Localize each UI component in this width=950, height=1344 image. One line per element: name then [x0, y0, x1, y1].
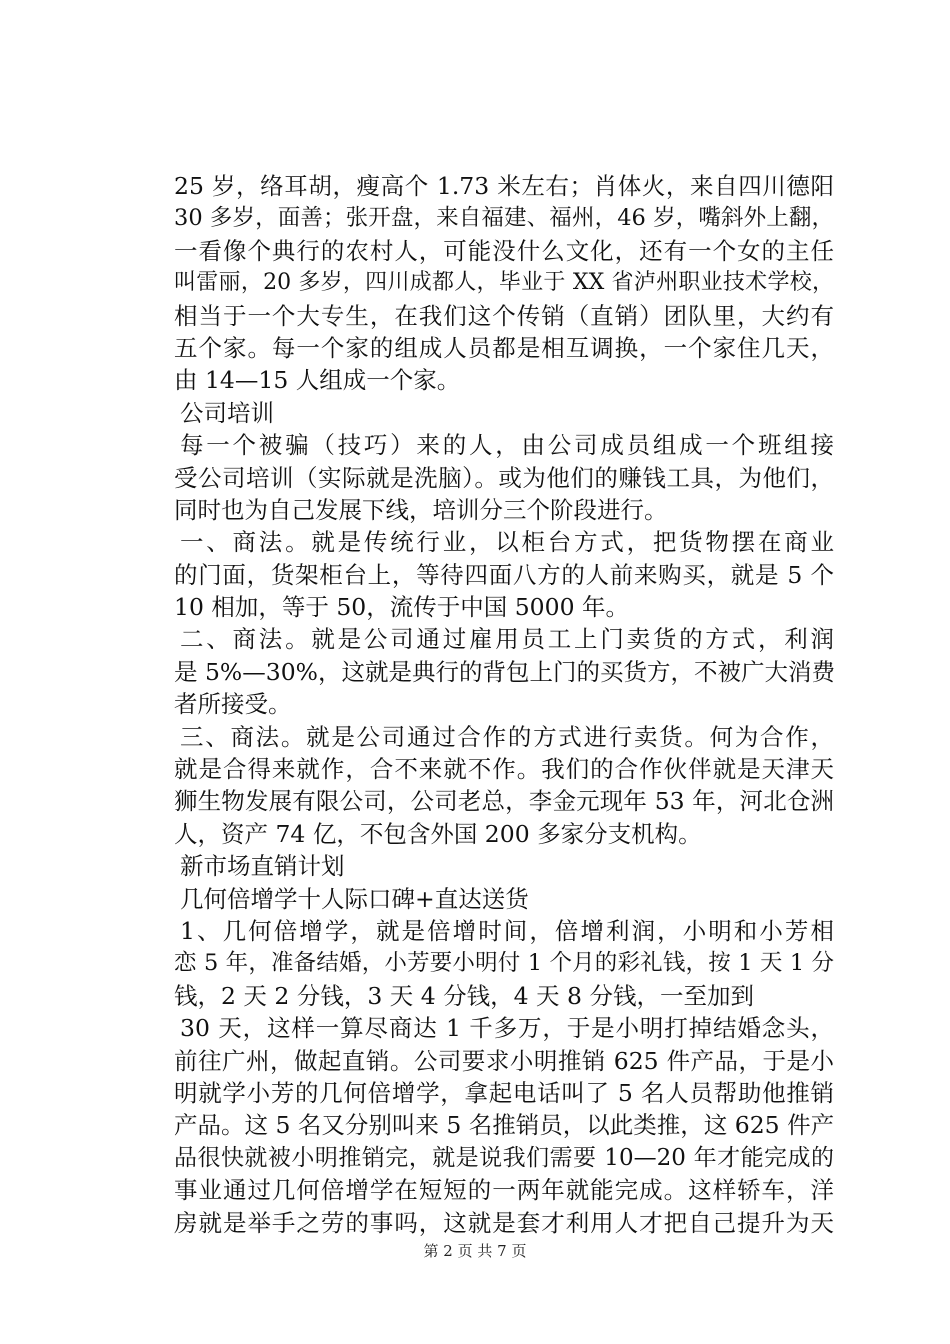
- text-line: 者所接受。: [174, 690, 292, 719]
- text-line: 30 多岁，面善；张开盘，来自福建、福州，46 岁，嘴斜外上翻，: [174, 205, 834, 232]
- text-line: 前往广州，做起直销。公司要求小明推销 625 件产品，于是小: [174, 1046, 834, 1075]
- text-line: 三、商法。就是公司通过合作的方式进行卖货。何为合作，: [180, 722, 834, 751]
- text-line: 同时也为自己发展下线，培训分三个阶段进行。: [174, 495, 668, 524]
- text-line: 狮生物发展有限公司，公司老总，李金元现年 53 年，河北仓洲: [174, 787, 834, 816]
- text-line: 公司培训: [180, 398, 274, 427]
- text-line: 就是合得来就作，合不来就不作。我们的合作伙伴就是天津天: [174, 755, 834, 784]
- text-line: 受公司培训（实际就是洗脑）。或为他们的赚钱工具，为他们，: [174, 463, 834, 492]
- text-line: 10 相加，等于 50，流传于中国 5000 年。: [174, 593, 629, 622]
- text-line: 产品。这 5 名又分别叫来 5 名推销员，以此类推，这 625 件产: [174, 1111, 835, 1140]
- text-line: 叫雷丽，20 多岁，四川成都人，毕业于 XX 省泸州职业技术学校，: [174, 270, 834, 296]
- text-line: 一、商法。就是传统行业，以柜台方式，把货物摆在商业: [180, 528, 834, 557]
- document-body: [174, 170, 834, 1239]
- text-line: 由 14—15 人组成一个家。: [174, 366, 461, 395]
- text-line: 相当于一个大专生，在我们这个传销（直销）团队里，大约有: [174, 301, 834, 330]
- text-line: 明就学小芳的几何倍增学，拿起电话叫了 5 名人员帮助他推销: [174, 1078, 834, 1107]
- text-line: 是 5%—30%，这就是典行的背包上门的买货方，不被广大消费: [174, 657, 835, 686]
- page-footer: 第 2 页 共 7 页: [423, 1242, 527, 1260]
- text-line: 品很快就被小明推销完，就是说我们需要 10—20 年才能完成的: [174, 1144, 834, 1171]
- text-line: 人，资产 74 亿，不包含外国 200 多家分支机构。: [174, 819, 702, 848]
- text-line: 钱，2 天 2 分钱，3 天 4 分钱，4 天 8 分钱，一至加到: [174, 981, 754, 1010]
- text-line: 30 天，这样一算尽商达 1 千多万，于是小明打掉结婚念头，: [180, 1014, 834, 1043]
- text-line: 房就是举手之劳的事吗，这就是套才利用人才把自己提升为天: [174, 1208, 834, 1237]
- text-line: 二、商法。就是公司通过雇用员工上门卖货的方式，利润: [180, 625, 834, 654]
- text-line: 每一个被骗（技巧）来的人，由公司成员组成一个班组接: [180, 431, 834, 460]
- text-line: 的门面，货架柜台上，等待四面八方的人前来购买，就是 5 个: [174, 560, 834, 589]
- text-line: 25 岁，络耳胡，瘦高个 1.73 米左右；肖体火，来自四川德阳: [174, 172, 834, 200]
- text-line: 事业通过几何倍增学在短短的一两年就能完成。这样轿车，洋: [174, 1176, 834, 1205]
- text-line: 五个家。每一个家的组成人员都是相互调换，一个家住几天，: [174, 333, 834, 362]
- text-line: 恋 5 年，准备结婚，小芳要小明付 1 个月的彩礼钱，按 1 天 1 分: [174, 950, 834, 977]
- text-line: 一看像个典行的农村人，可能没什么文化，还有一个女的主任: [174, 236, 834, 265]
- text-line: 几何倍增学十人际口碑+直达送货: [180, 884, 529, 913]
- text-line: 1、几何倍增学，就是倍增时间，倍增利润，小明和小芳相: [180, 916, 834, 945]
- text-line: 新市场直销计划: [180, 852, 345, 881]
